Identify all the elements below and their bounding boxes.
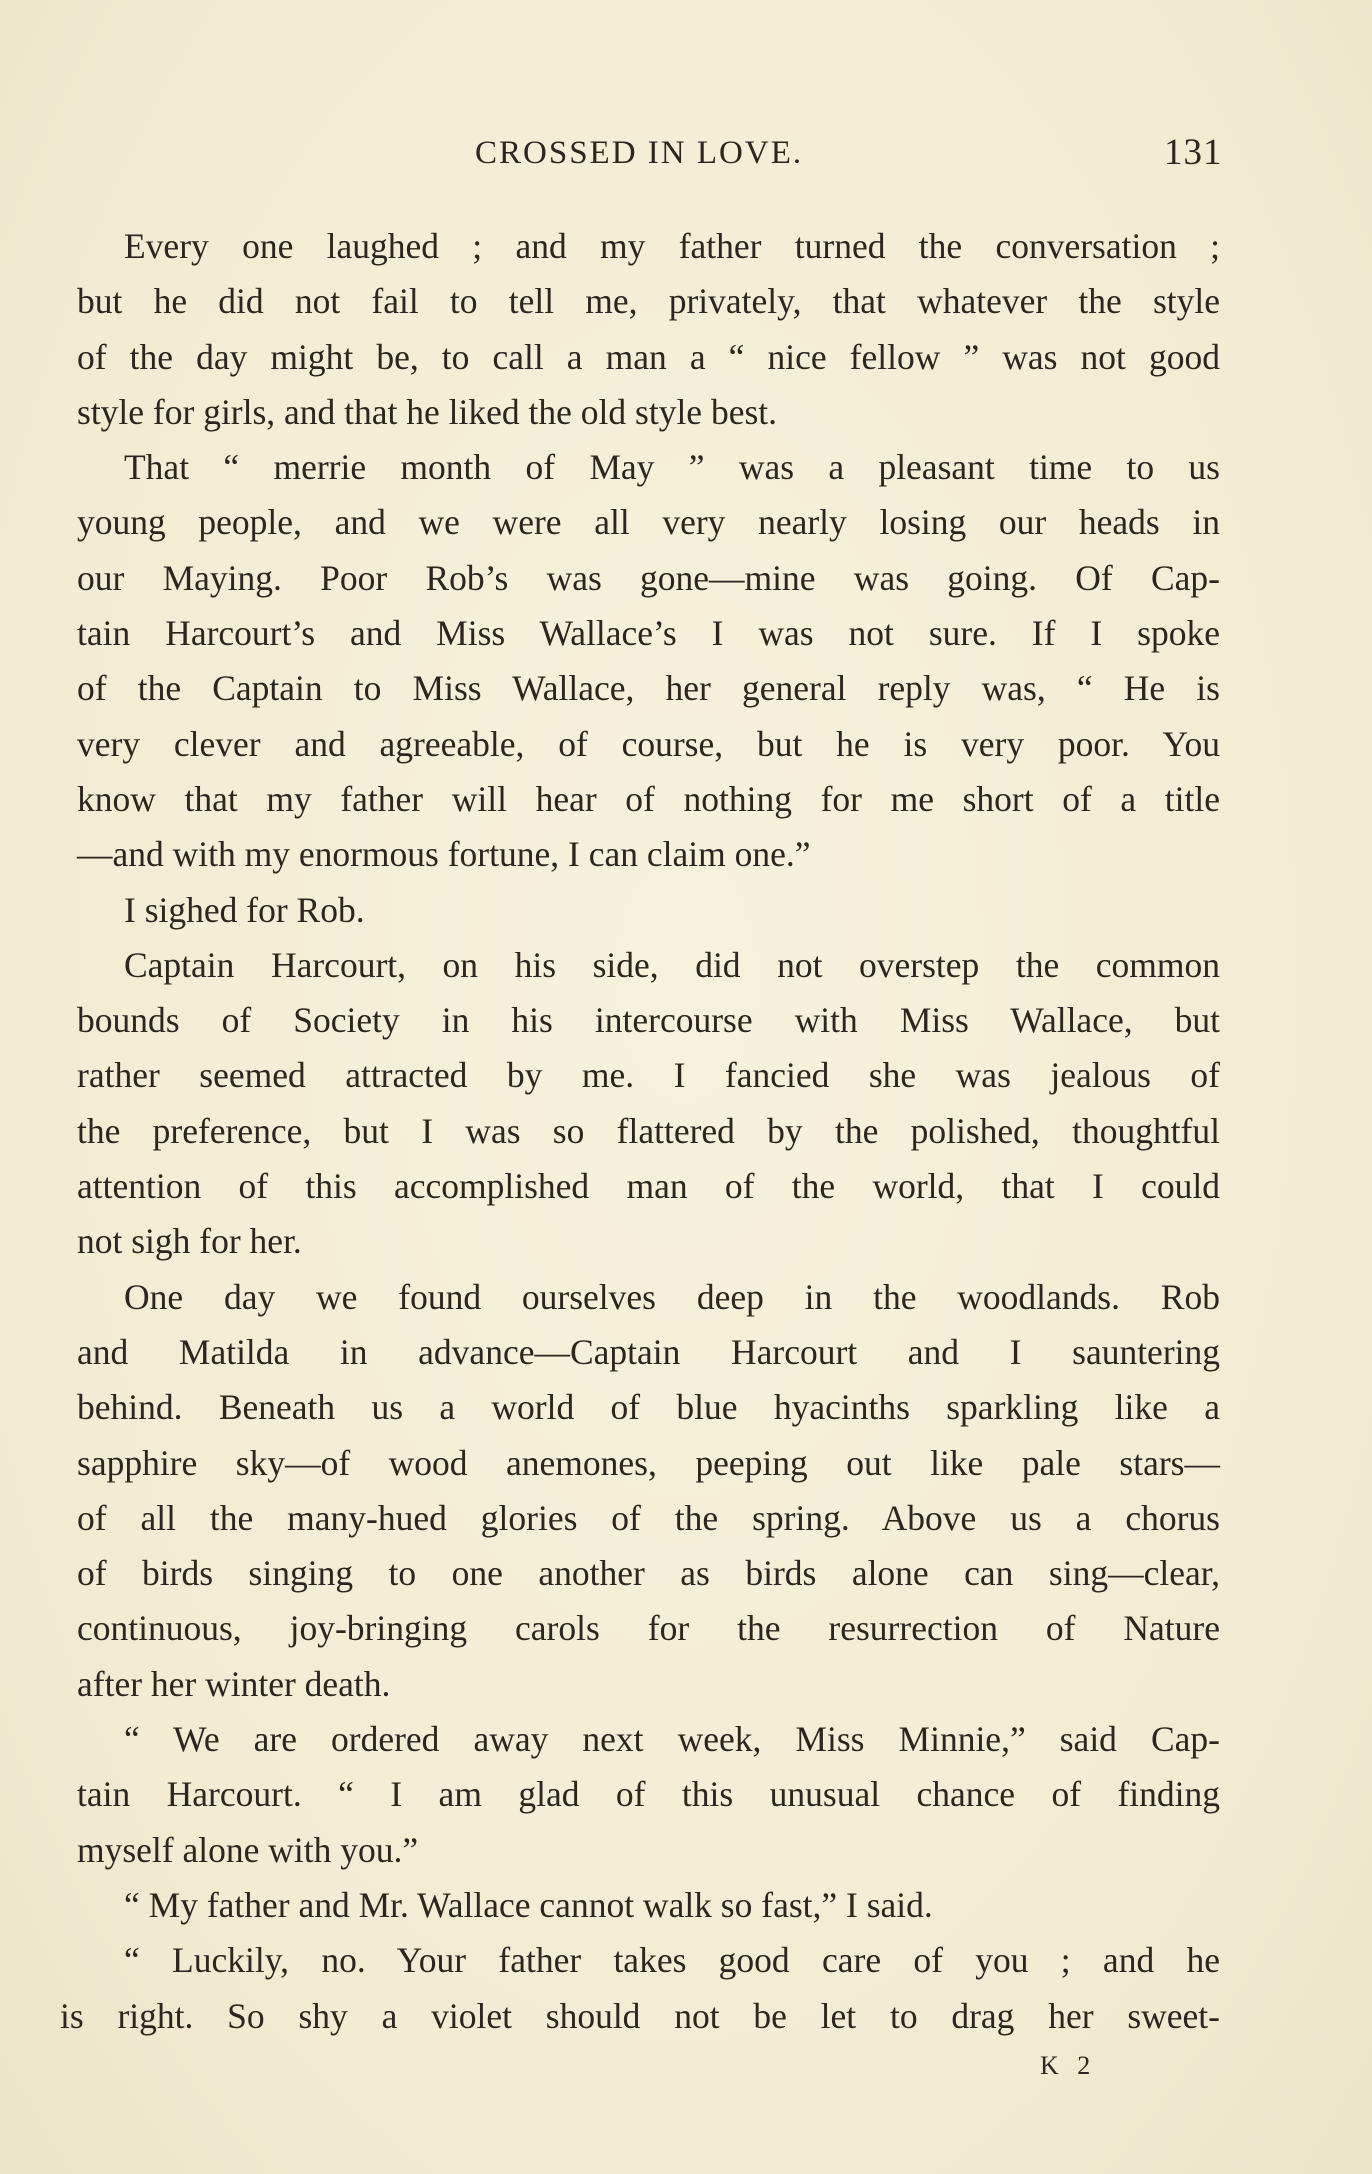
text-line: of the day might be, to call a man a “ nice fellow ” was not good bbox=[77, 336, 1220, 377]
running-head: CROSSED IN LOVE. bbox=[475, 135, 804, 171]
text-line: tain Harcourt. “ I am glad of this unusual chance of finding bbox=[77, 1774, 1220, 1815]
text-line: of the Captain to Miss Wallace, her general reply was, “ He is bbox=[77, 668, 1220, 709]
text-line: behind. Beneath us a world of blue hyacinths sparkling like a bbox=[77, 1387, 1220, 1428]
text-line: That “ merrie month of May ” was a pleasant time to us bbox=[124, 447, 1220, 488]
signature-mark: K 2 bbox=[1040, 2051, 1097, 2080]
text-line: myself alone with you.” bbox=[77, 1829, 419, 1870]
text-line: of birds singing to one another as birds alone can sing—clear, bbox=[77, 1553, 1220, 1594]
text-line: the preference, but I was so flattered by the polished, thoughtful bbox=[77, 1110, 1220, 1151]
text-line: but he did not fail to tell me, privately, that whatever the style bbox=[77, 281, 1220, 322]
text-line: attention of this accomplished man of the world, that I could bbox=[77, 1166, 1220, 1207]
text-line: sapphire sky—of wood anemones, peeping out like pale stars— bbox=[77, 1442, 1220, 1483]
body-text bbox=[60, 219, 1220, 2044]
text-line: “ My father and Mr. Wallace cannot walk so fast,” I said. bbox=[124, 1884, 933, 1925]
text-line: know that my father will hear of nothing for me short of a title bbox=[77, 778, 1220, 819]
text-line: bounds of Society in his intercourse with Miss Wallace, but bbox=[77, 1000, 1220, 1041]
text-line: I sighed for Rob. bbox=[124, 889, 365, 930]
text-line: style for girls, and that he liked the old style best. bbox=[77, 391, 777, 432]
text-line: continuous, joy-bringing carols for the resurrection of Nature bbox=[77, 1608, 1220, 1649]
text-line: and Matilda in advance—Captain Harcourt and I sauntering bbox=[77, 1331, 1220, 1372]
text-line: One day we found ourselves deep in the woodlands. Rob bbox=[124, 1276, 1220, 1317]
text-line: rather seemed attracted by me. I fancied she was jealous of bbox=[77, 1055, 1220, 1096]
text-line: after her winter death. bbox=[77, 1663, 391, 1704]
text-line: Every one laughed ; and my father turned the conversation ; bbox=[124, 226, 1220, 266]
page-number: 131 bbox=[1164, 132, 1223, 173]
text-line: “ Luckily, no. Your father takes good care of you ; and he bbox=[124, 1940, 1220, 1981]
page-header bbox=[0, 128, 1372, 178]
text-line: of all the many-hued glories of the spring. Above us a chorus bbox=[77, 1497, 1220, 1538]
text-line: Captain Harcourt, on his side, did not overstep the common bbox=[124, 944, 1220, 985]
text-line: is right. So shy a violet should not be let to drag her sweet- bbox=[60, 1995, 1220, 2036]
text-line: very clever and agreeable, of course, but he is very poor. You bbox=[77, 723, 1220, 764]
text-line: —and with my enormous fortune, I can claim one.” bbox=[77, 834, 811, 875]
text-line: tain Harcourt’s and Miss Wallace’s I was not sure. If I spoke bbox=[77, 613, 1220, 654]
text-line: not sigh for her. bbox=[77, 1221, 302, 1262]
text-line: “ We are ordered away next week, Miss Minnie,” said Cap- bbox=[124, 1719, 1220, 1760]
text-line: young people, and we were all very nearly losing our heads in bbox=[77, 502, 1220, 543]
text-line: our Maying. Poor Rob’s was gone—mine was going. Of Cap- bbox=[77, 557, 1220, 598]
